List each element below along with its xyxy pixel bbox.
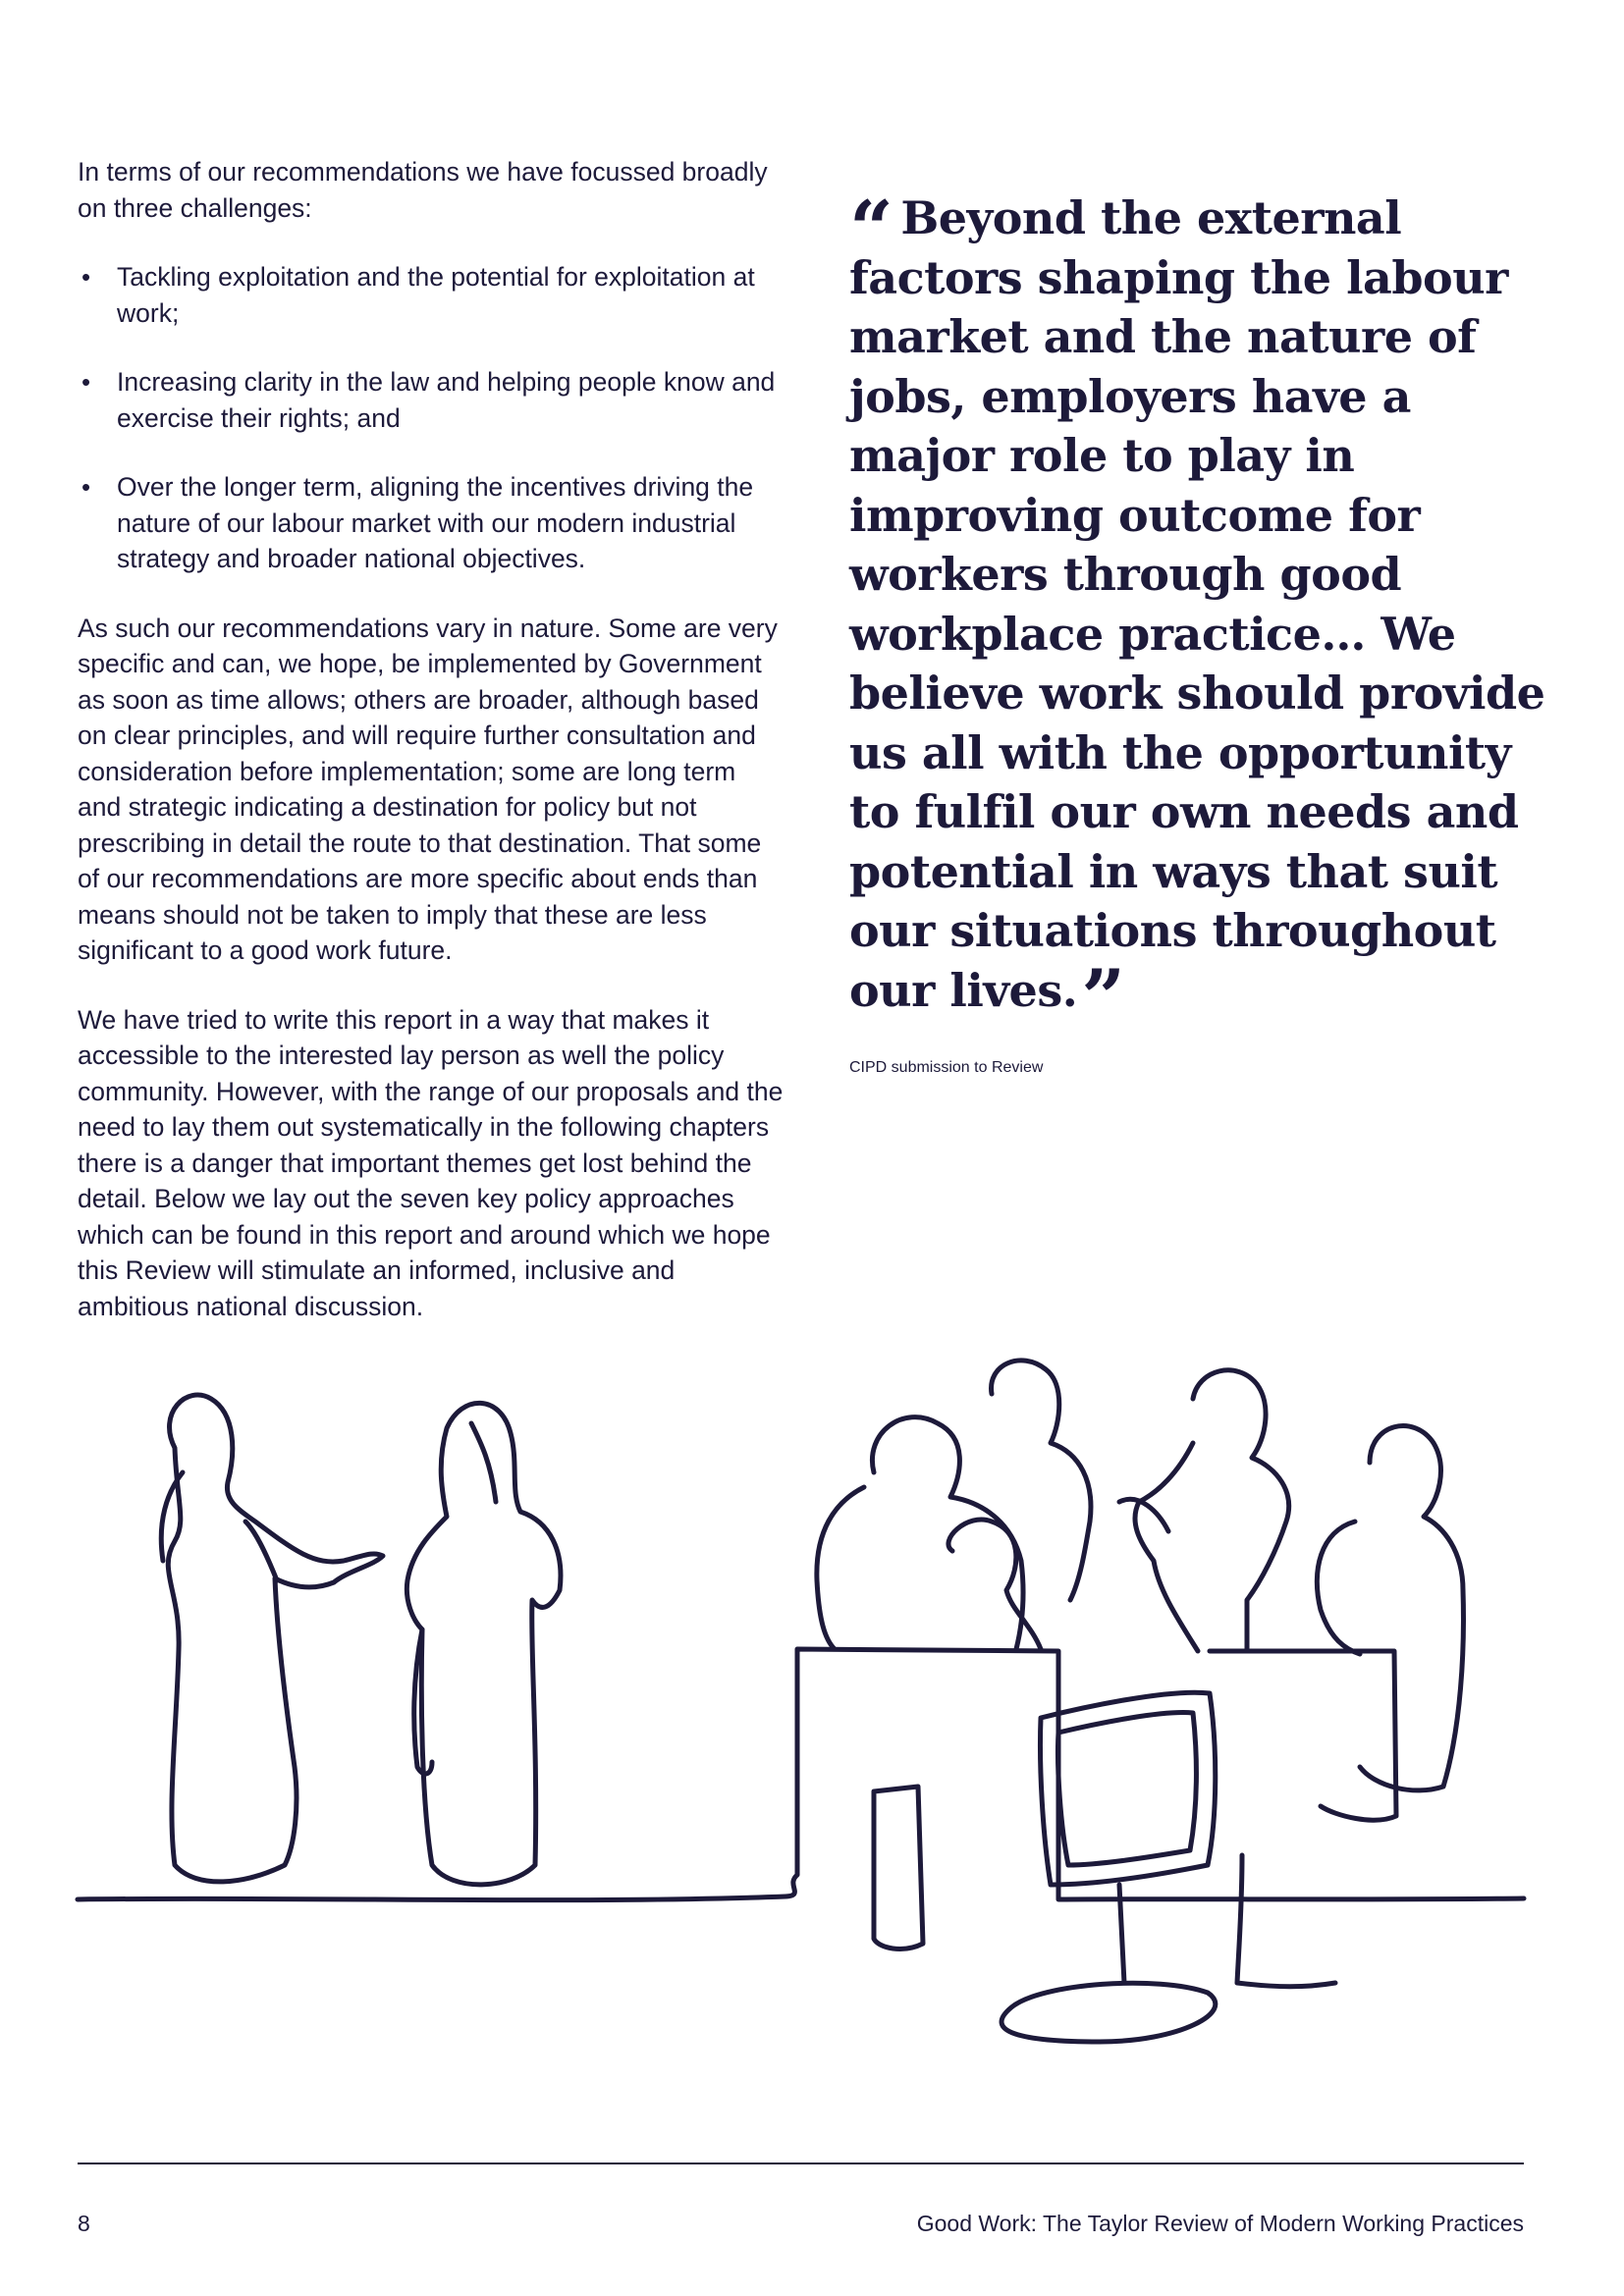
pull-quote-source: CIPD submission to Review [849, 1059, 1044, 1076]
paragraph-report-approach: We have tried to write this report in a way that makes it accessible to the interested lay person as well the policy community. However, with the range of our proposals and the need to lay them out systematically in the following chapters there is a danger that important themes get lost behind the detail. Below we lay out the seven key policy approaches which can be found in this report and around which we hope this Review will stimulate an informed, inclusive and ambitious national discussion. [78, 1004, 784, 1321]
list-item-text: Tackling exploitation and the potential for exploitation at work; [117, 262, 755, 328]
challenges-list [78, 259, 785, 577]
body-text-column [78, 154, 785, 1358]
footer-divider [78, 2163, 1524, 2164]
line-drawing-people-at-work-icon [0, 1355, 1624, 2120]
intro-paragraph: In terms of our recommendations we have focussed broadly on three challenges: [78, 157, 768, 223]
bullet-icon: • [81, 472, 91, 502]
list-item [78, 469, 785, 577]
list-item [78, 364, 785, 436]
bullet-icon: • [81, 262, 91, 292]
list-item-text: Increasing clarity in the law and helping people know and exercise their rights; and [117, 367, 776, 433]
page-number: 8 [78, 2211, 90, 2236]
open-quote-icon: “ [849, 185, 893, 274]
pull-quote-text-block [849, 185, 1556, 1042]
pull-quote [849, 185, 1556, 1077]
close-quote-icon: ” [1081, 952, 1125, 1042]
pull-quote-text: Beyond the external factors shaping the labour market and the nature of jobs, employers have a major role to play in improving outcome for workers through good workplace practice… We believe work should provide us all with the opportunity to fulfil our own needs and potential in ways that suit our situations throughout our lives. [849, 191, 1545, 1017]
list-item [78, 259, 785, 331]
running-title: Good Work: The Taylor Review of Modern Working Practices [916, 2211, 1524, 2236]
bullet-icon: • [81, 367, 91, 397]
list-item-text: Over the longer term, aligning the incentives driving the nature of our labour market with our modern industrial strategy and broader national objectives. [117, 472, 754, 573]
paragraph-recommendations-nature: As such our recommendations vary in nature. Some are very specific and can, we hope, be implemented by Government as soon as time allows; others are broader, although based on clear principles, and will require further consultation and consideration before implementation; some are long term and strategic indicating a destination for policy but not prescribing in detail the route to that destination. That some of our recommendations are more specific about ends than means should not be taken to imply that these are less significant to a good work future. [78, 613, 778, 965]
